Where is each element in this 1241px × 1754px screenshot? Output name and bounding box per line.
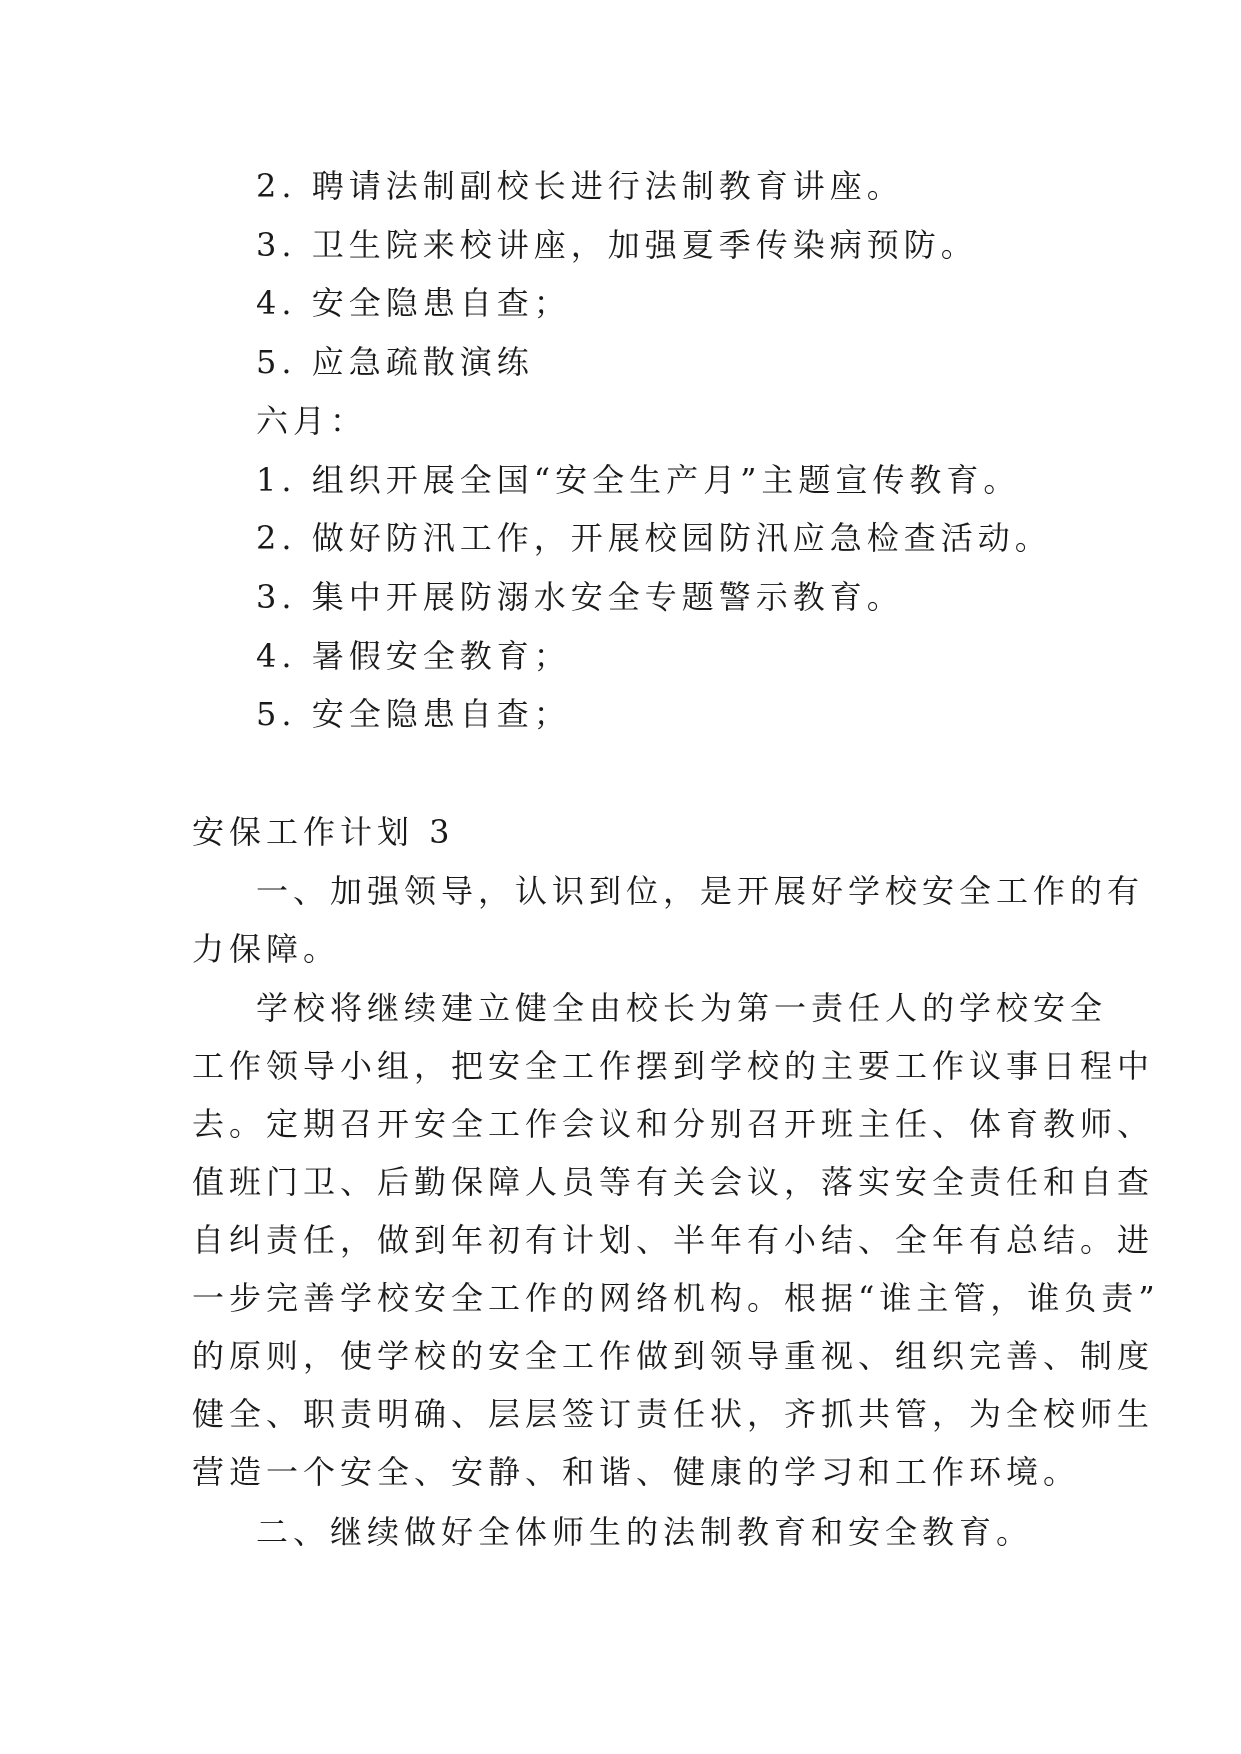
month-heading: 六月： (256, 402, 368, 440)
list-item: 4. 安全隐患自查； (256, 284, 571, 322)
paragraph-line: 值班门卫、后勤保障人员等有关会议，落实安全责任和自查 (192, 1163, 1155, 1201)
list-item: 2. 聘请法制副校长进行法制教育讲座。 (256, 167, 904, 205)
paragraph-line: 学校将继续建立健全由校长为第一责任人的学校安全 (256, 989, 1108, 1027)
list-item: 5. 安全隐患自查； (256, 695, 571, 733)
list-item: 2. 做好防汛工作，开展校园防汛应急检查活动。 (256, 519, 1052, 557)
list-item: 5. 应急疏散演练 (256, 343, 534, 381)
paragraph-line: 健全、职责明确、层层签订责任状，齐抓共管，为全校师生 (192, 1395, 1155, 1433)
paragraph-line: 自纠责任，做到年初有计划、半年有小结、全年有总结。进 (192, 1221, 1155, 1259)
paragraph-line: 一步完善学校安全工作的网络机构。根据“谁主管，谁负责” (192, 1279, 1160, 1317)
list-item: 1. 组织开展全国“安全生产月”主题宣传教育。 (256, 461, 1021, 499)
list-item: 4. 暑假安全教育； (256, 637, 571, 675)
section-title: 安保工作计划 3 (192, 813, 455, 851)
paragraph-line: 二、继续做好全体师生的法制教育和安全教育。 (256, 1513, 1034, 1551)
paragraph-line: 工作领导小组，把安全工作摆到学校的主要工作议事日程中 (192, 1047, 1155, 1085)
list-item: 3. 卫生院来校讲座，加强夏季传染病预防。 (256, 226, 978, 264)
list-item: 3. 集中开展防溺水安全专题警示教育。 (256, 578, 904, 616)
paragraph-line: 营造一个安全、安静、和谐、健康的学习和工作环境。 (192, 1453, 1081, 1491)
paragraph-line: 去。定期召开安全工作会议和分别召开班主任、体育教师、 (192, 1105, 1155, 1143)
paragraph-line: 的原则，使学校的安全工作做到领导重视、组织完善、制度 (192, 1337, 1155, 1375)
paragraph-line: 力保障。 (192, 930, 341, 968)
paragraph-line: 一、加强领导，认识到位，是开展好学校安全工作的有 (256, 872, 1145, 910)
